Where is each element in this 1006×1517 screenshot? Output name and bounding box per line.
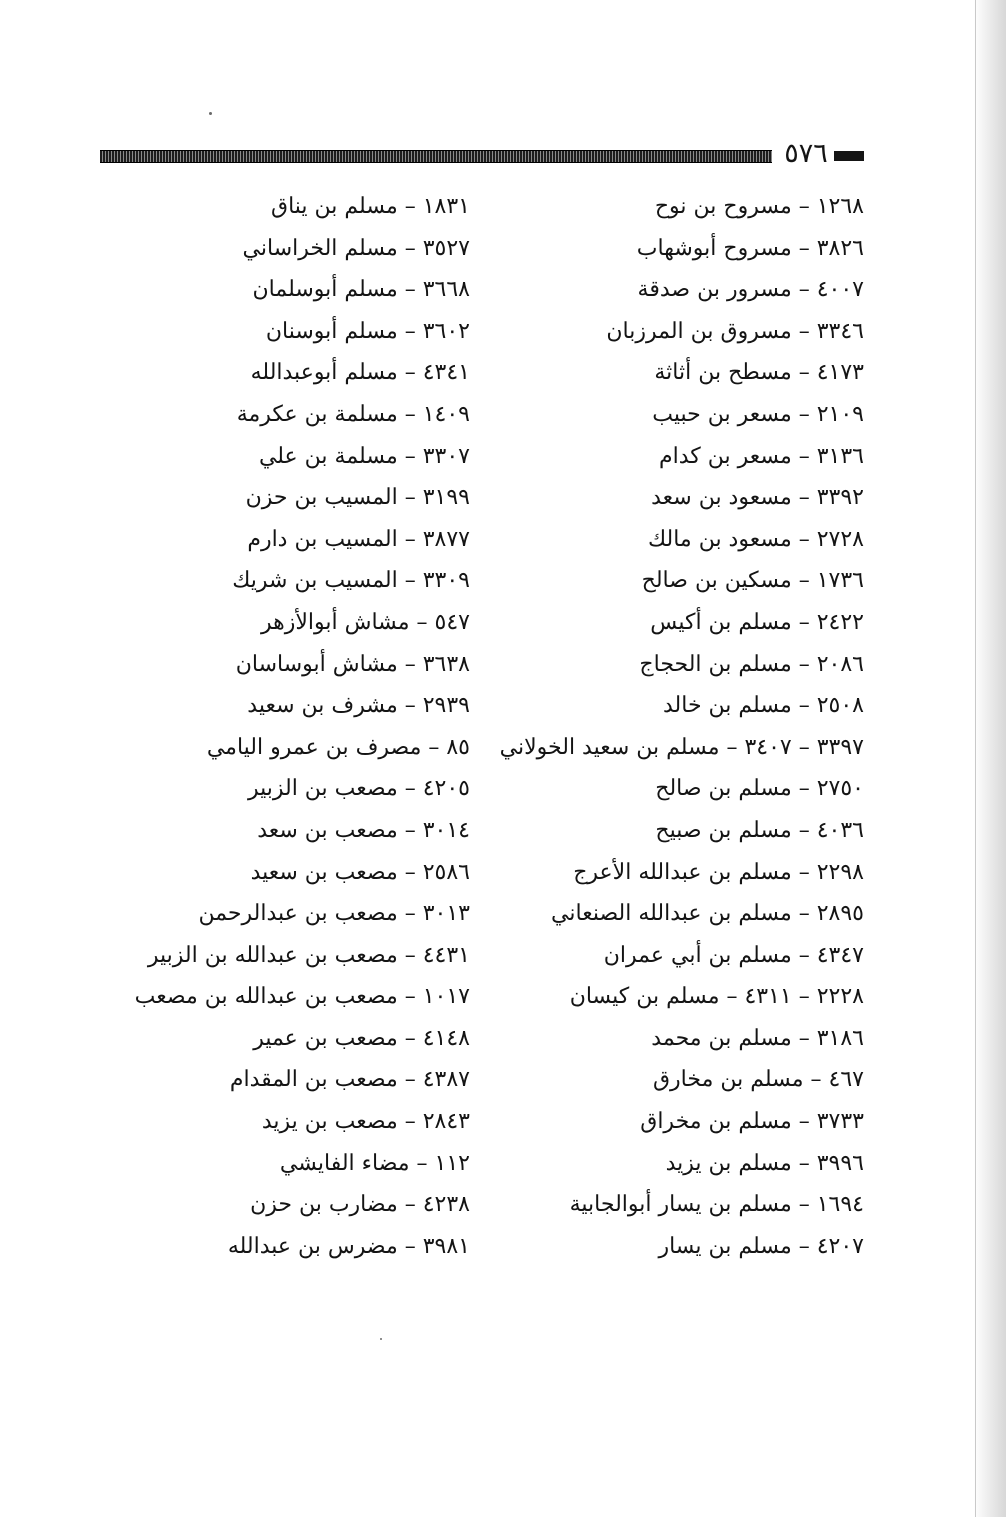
index-entry: ٤١٤٨ – مصعب بن عمير: [253, 1025, 470, 1051]
index-entry: ١٤٠٩ – مسلمة بن عكرمة: [236, 401, 470, 427]
index-entry: ٣٣٠٧ – مسلمة بن علي: [258, 443, 470, 469]
index-entry: ٤٣٤١ – مسلم أبوعبدالله: [250, 360, 470, 386]
index-entry: ٢٤٢٢ – مسلم بن أكيس: [650, 609, 864, 635]
index-entry: ٨٥ – مصرف بن عمرو اليامي: [206, 734, 470, 760]
index-entry: ٤٣٨٧ – مصعب بن المقدام: [229, 1067, 470, 1093]
page-number-mark: [834, 151, 864, 161]
page-edge-line: [975, 0, 976, 1517]
scan-speck: [209, 112, 212, 115]
index-entry: ٣٠١٤ – مصعب بن سعد: [257, 817, 470, 843]
index-entry: ١٠١٧ – مصعب بن عبدالله بن مصعب: [134, 984, 470, 1010]
index-entry: ٣٠١٣ – مصعب بن عبدالرحمن: [198, 901, 470, 927]
scan-speck: [380, 1338, 382, 1340]
index-entry: ٢٧٥٠ – مسلم بن صالح: [655, 776, 864, 802]
index-column-right: [464, 186, 864, 1267]
index-entry: ٢٥٠٨ – مسلم بن خالد: [663, 693, 864, 719]
index-entry: ٣٣٤٦ – مسروق بن المرزبان: [606, 318, 864, 344]
index-entry: ٢٧٢٨ – مسعود بن مالك: [647, 526, 864, 552]
header-rule: [100, 150, 772, 163]
index-entry: ٤٢٠٥ – مصعب بن الزبير: [247, 776, 470, 802]
index-entry: ٢٢٩٨ – مسلم بن عبدالله الأعرج: [573, 859, 864, 885]
index-entry: ٤٠٣٦ – مسلم بن صبيح: [655, 817, 864, 843]
index-entry: ٢٥٨٦ – مصعب بن سعيد: [250, 859, 470, 885]
index-entry: ٢١٠٩ – مسعر بن حبيب: [652, 401, 864, 427]
index-entry: ٣٩٩٦ – مسلم بن يزيد: [665, 1150, 864, 1176]
index-entry: ٣٦٣٨ – مشاش أبوساسان: [235, 651, 470, 677]
index-entry: ٣٨٧٧ – المسيب بن دارم: [247, 526, 470, 552]
index-entry: ٤٦٧ – مسلم بن مخارق: [652, 1067, 864, 1093]
index-entry: ٣١٨٦ – مسلم بن محمد: [651, 1025, 864, 1051]
index-entry: ٥٤٧ – مشاش أبوالأزهر: [260, 609, 470, 635]
index-entry: ٣٨٢٦ – مسروح أبوشهاب: [636, 235, 864, 261]
index-entry: ٢٩٣٩ – مشرف بن سعيد: [247, 693, 470, 719]
index-entry: ٤٢٣٨ – مضارب بن حزن: [250, 1192, 470, 1218]
index-entry: ١٦٩٤ – مسلم بن يسار أبوالجابية: [569, 1192, 864, 1218]
index-entry: ٤٣٤٧ – مسلم بن أبي عمران: [603, 942, 864, 968]
index-entry: ١٨٣١ – مسلم بن يناق: [271, 194, 470, 219]
index-entry: ٤٤٣١ – مصعب بن عبدالله بن الزبير: [147, 942, 470, 968]
index-entry: ٢٨٤٣ – مصعب بن يزيد: [261, 1109, 470, 1135]
index-entry: ٢٨٩٥ – مسلم بن عبدالله الصنعاني: [551, 901, 864, 927]
index-entry: ٣٦٦٨ – مسلم أبوسلمان: [252, 277, 470, 303]
index-entry: ٤٢٠٧ – مسلم بن يسار: [658, 1233, 864, 1259]
index-entry: ٣١٣٦ – مسعر بن كدام: [658, 443, 864, 469]
index-entry: ٣٦٠٢ – مسلم أبوسنان: [265, 318, 470, 344]
index-entry: ٣٥٢٧ – مسلم الخراساني: [242, 235, 470, 261]
index-entry: ٣١٩٩ – المسيب بن حزن: [245, 485, 470, 511]
index-entry: ٢٠٨٦ – مسلم بن الحجاج: [639, 651, 864, 677]
index-entry: ١٢٦٨ – مسروح بن نوح: [654, 194, 864, 219]
index-entry: ١١٢ – مضاء الفايشي: [279, 1150, 470, 1176]
index-entry: ٣٣٩٢ – مسعود بن سعد: [651, 485, 864, 511]
index-entry: ٤٠٠٧ – مسرور بن صدقة: [637, 277, 864, 303]
index-entry: ٢٢٢٨ – ٤٣١١ – مسلم بن كيسان: [569, 984, 864, 1010]
page-edge-shadow: [974, 0, 1006, 1517]
index-entry: ٣٩٨١ – مضرس بن عبدالله: [227, 1233, 470, 1259]
index-column-left: [130, 186, 470, 1267]
page-number: ٥٧٦: [784, 138, 828, 169]
index-entry: ١٧٣٦ – مسكين بن صالح: [641, 568, 864, 594]
index-entry: ٤١٧٣ – مسطح بن أثاثة: [654, 360, 864, 386]
index-entry: ٣٣٩٧ – ٣٤٠٧ – مسلم بن سعيد الخولاني: [499, 734, 864, 760]
index-entry: ٣٣٠٩ – المسيب بن شريك: [232, 568, 470, 594]
index-entry: ٣٧٣٣ – مسلم بن مخراق: [640, 1109, 864, 1135]
